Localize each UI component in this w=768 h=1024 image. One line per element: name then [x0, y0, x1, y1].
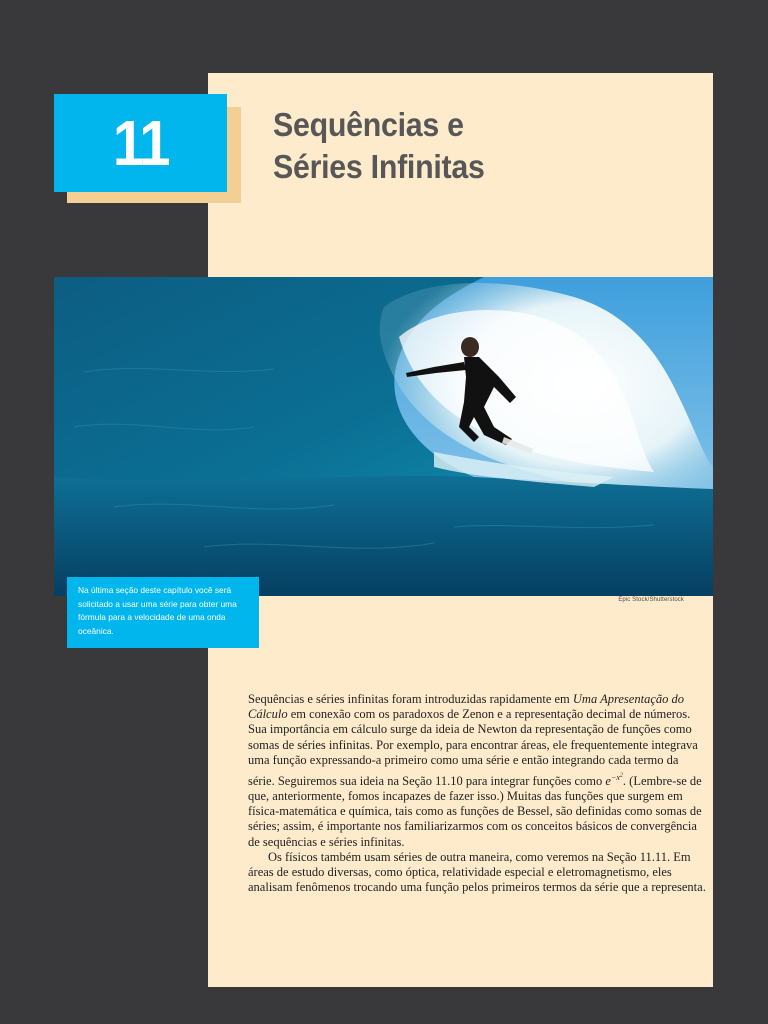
intro-paragraph-1: [248, 692, 708, 850]
chapter-title-line-1: Sequências e: [273, 106, 464, 143]
book-title-reference: Uma Apresentação do Cálculo: [248, 692, 684, 722]
chapter-title-line-2: Séries Infinitas: [273, 148, 485, 185]
photo-credit: Epic Stock/Shutterstock: [618, 597, 684, 603]
exp-superscript: −x: [610, 772, 620, 782]
intro-p1-start: Sequências e séries infinitas foram introduzidas rapidamente em: [248, 692, 573, 706]
intro-p1-middle: em conexão com os paradoxos de Zenon e a representação decimal de números. Sua importância em cálculo surge da ideia de Newton da representação de funções como somas de séries infinitas. Por exemplo, para encontrar áreas, ele frequentemente integrava uma função expressando-a primeiro como uma série e então integrando cada termo da série. Seguiremos sua ideia na Seção 11.10 para integrar funções como: [248, 707, 698, 788]
exp-superscript-power: 2: [619, 772, 623, 779]
intro-paragraph-2: Os físicos também usam séries de outra maneira, como veremos na Seção 11.11. Em áreas de estudo diversas, como óptica, relatividade especial e eletromagnetismo, eles analisam fenômenos trocando uma função pelos primeiros termos da série que a representa.: [248, 849, 706, 895]
exp-function: [605, 774, 623, 788]
photo-caption-text: Na última seção deste capítulo você será solicitado a usar uma série para obter uma fórmula para a velocidade de uma onda oceânica.: [78, 585, 237, 636]
exp-base: e: [605, 773, 611, 788]
intro-p1-end: . (Lembre-se de que, anteriormente, fomos incapazes de fazer isso.) Muitas das funções que surgem em física-matemática e química, tais como as funções de Bessel, são definidas como somas de séries; assim, é importante nos familiarizarmos com os conceitos básicos de convergência de sequências e séries infinitas.: [248, 773, 702, 849]
chapter-title: [273, 104, 693, 188]
photo-caption-box: [67, 577, 259, 648]
surfer-wave-photo: [54, 277, 713, 596]
chapter-number: 11: [112, 107, 169, 179]
chapter-intro-text: [248, 692, 708, 895]
chapter-number-box: [54, 94, 227, 192]
